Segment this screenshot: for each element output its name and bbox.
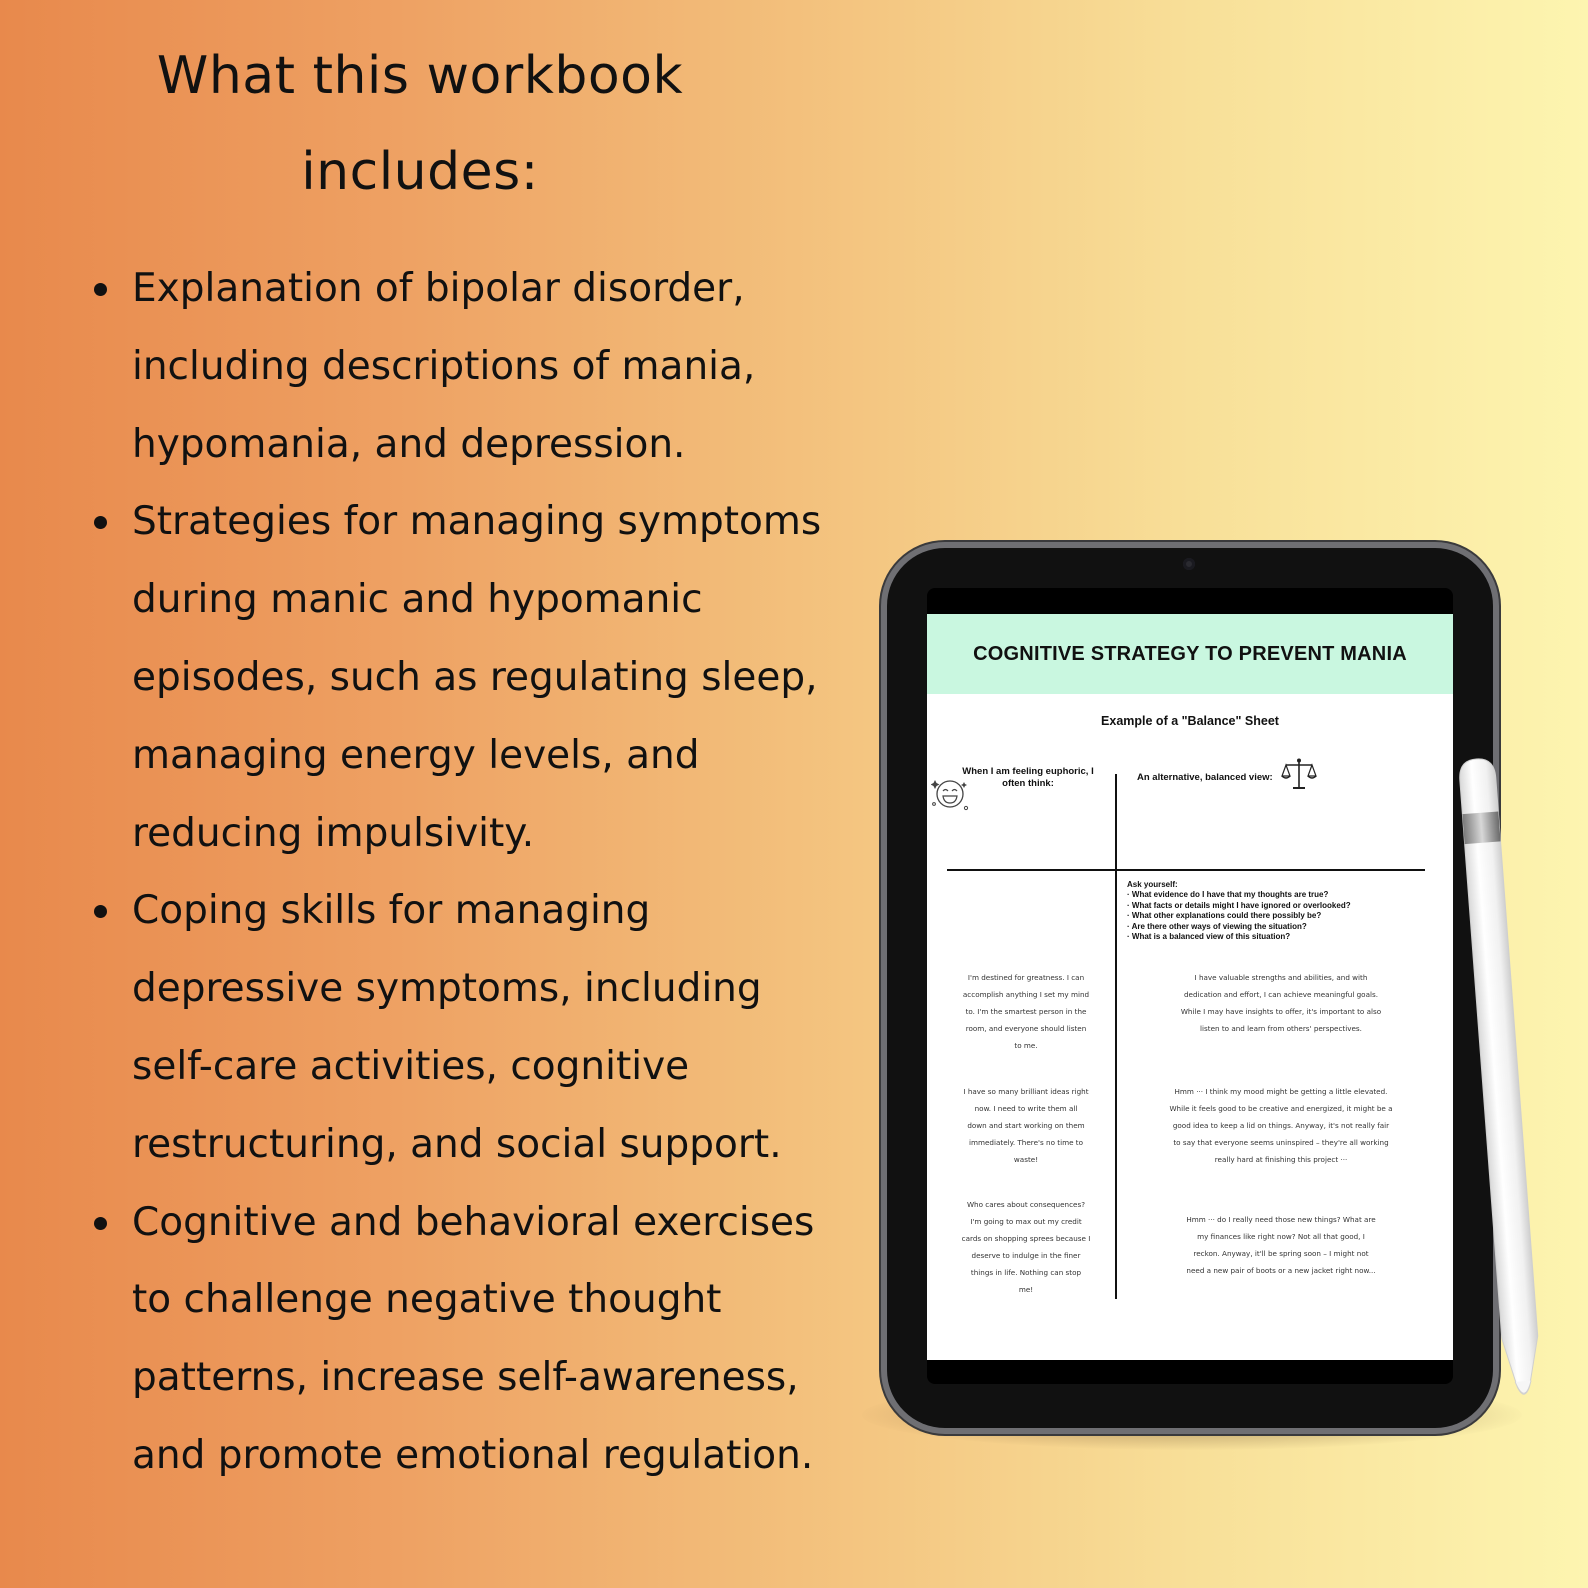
left-column-header [959, 766, 1097, 790]
balanced-view-3 [1167, 1211, 1395, 1279]
example-line: now. I need to write them all [974, 1104, 1078, 1113]
example-line: deserve to indulge in the finer [971, 1251, 1081, 1260]
list-item [90, 1184, 830, 1495]
example-line: I have valuable strengths and abilities, and with [1194, 973, 1368, 982]
example-line: need a new pair of boots or a new jacket right now... [1186, 1266, 1376, 1275]
example-line: to. I'm the smartest person in the [965, 1007, 1087, 1016]
example-line: my finances like right now? Not all that good, I [1197, 1232, 1365, 1241]
list-item [90, 483, 830, 872]
euphoric-thought-1 [961, 969, 1091, 1054]
example-line: things in life. Nothing can stop [970, 1268, 1082, 1277]
list-item-line: Explanation of bipolar disorder, [132, 266, 745, 311]
worksheet-title: COGNITIVE STRATEGY TO PREVENT MANIA [973, 642, 1407, 665]
ask-line: Ask yourself: [1127, 880, 1178, 889]
example-line: to me. [1014, 1041, 1038, 1050]
tablet-device [887, 548, 1493, 1428]
worksheet-subtitle: Example of a "Balance" Sheet [1101, 714, 1279, 728]
example-line: good idea to keep a lid on things. Anyway, it's not really fair [1172, 1121, 1390, 1130]
list-item [90, 872, 830, 1183]
example-line: Hmm ··· do I really need those new things? What are [1186, 1215, 1376, 1224]
bullet-dot-icon [94, 1217, 107, 1230]
ask-yourself-list [1127, 880, 1427, 942]
ask-line: · What other explanations could there possibly be? [1127, 911, 1322, 921]
tablet-screen [927, 588, 1453, 1384]
right-column-header: An alternative, balanced view: [1137, 772, 1273, 783]
list-item-line: episodes, such as regulating sleep, [132, 654, 818, 700]
heading-line-2: includes: [301, 142, 539, 202]
example-line: While it feels good to be creative and energized, it might be a [1169, 1104, 1393, 1113]
balance-scale-icon [1281, 757, 1317, 791]
camera-icon [1183, 558, 1195, 570]
list-item-line: depressive symptoms, including [132, 966, 762, 1012]
ask-line: · What is a balanced view of this situation? [1127, 932, 1291, 942]
worksheet-header [927, 614, 1453, 694]
list-item [90, 250, 830, 483]
list-item-line: reducing impulsivity. [132, 810, 535, 856]
balanced-view-1 [1167, 969, 1395, 1037]
list-item-line: and promote emotional regulation. [132, 1432, 814, 1478]
ask-line: · Are there other ways of viewing the situation? [1127, 921, 1307, 931]
example-line: cards on shopping sprees because I [961, 1234, 1091, 1243]
list-item-line: to challenge negative thought [132, 1277, 722, 1323]
list-item-line: hypomania, and depression. [132, 421, 686, 467]
example-line: While I may have insights to offer, it's important to also [1180, 1007, 1382, 1016]
example-line: Hmm ··· I think my mood might be getting a little elevated. [1174, 1087, 1388, 1096]
list-item-line: during manic and hypomanic [132, 577, 703, 623]
example-line: down and start working on them [967, 1121, 1085, 1130]
bullet-dot-icon [94, 905, 107, 918]
ask-line: · What evidence do I have that my thoughts are true? [1127, 890, 1329, 900]
example-line: waste! [1013, 1155, 1039, 1164]
list-item-line: Strategies for managing symptoms [132, 499, 822, 545]
heading [60, 28, 780, 220]
ask-line: · What facts or details might I have ignored or overlooked? [1127, 900, 1351, 910]
column-divider [1115, 774, 1117, 1299]
example-line: I'm destined for greatness. I can [967, 973, 1085, 982]
example-line: me! [1018, 1285, 1034, 1294]
bullet-dot-icon [94, 516, 107, 529]
example-line: I'm going to max out my credit [970, 1217, 1082, 1226]
example-line: immediately. There's no time to [969, 1138, 1083, 1147]
list-item-line: including descriptions of mania, [132, 343, 756, 389]
list-item-line: Coping skills for managing [132, 888, 651, 934]
euphoric-thought-3 [961, 1196, 1091, 1298]
example-line: dedication and effort, I can achieve meaningful goals. [1183, 990, 1379, 999]
list-item-line: self-care activities, cognitive [132, 1043, 690, 1089]
left-column-header-line: often think: [1002, 778, 1054, 789]
row-divider [947, 869, 1425, 871]
example-line: I have so many brilliant ideas right [963, 1087, 1089, 1096]
heading-line-1: What this workbook [156, 46, 684, 106]
worksheet-page [927, 614, 1453, 1360]
example-line: Who cares about consequences? [966, 1200, 1086, 1209]
list-item-line: Cognitive and behavioral exercises [132, 1199, 815, 1245]
list-item-line: managing energy levels, and [132, 732, 700, 778]
left-column-header-line: When I am feeling euphoric, I [962, 766, 1094, 777]
bullet-dot-icon [94, 283, 107, 296]
example-line: listen to and learn from others' perspectives. [1200, 1024, 1362, 1033]
feature-list [90, 250, 830, 1495]
example-line: to say that everyone seems uninspired – they're all working [1173, 1138, 1389, 1147]
list-item-line: restructuring, and social support. [132, 1121, 782, 1167]
example-line: accomplish anything I set my mind [962, 990, 1090, 999]
example-line: reckon. Anyway, it'll be spring soon – I might not [1193, 1249, 1369, 1258]
balanced-view-2 [1167, 1083, 1395, 1168]
example-line: room, and everyone should listen [965, 1024, 1087, 1033]
example-line: really hard at finishing this project ··· [1214, 1155, 1348, 1164]
euphoric-thought-2 [961, 1083, 1091, 1168]
list-item-line: patterns, increase self-awareness, [132, 1355, 799, 1401]
